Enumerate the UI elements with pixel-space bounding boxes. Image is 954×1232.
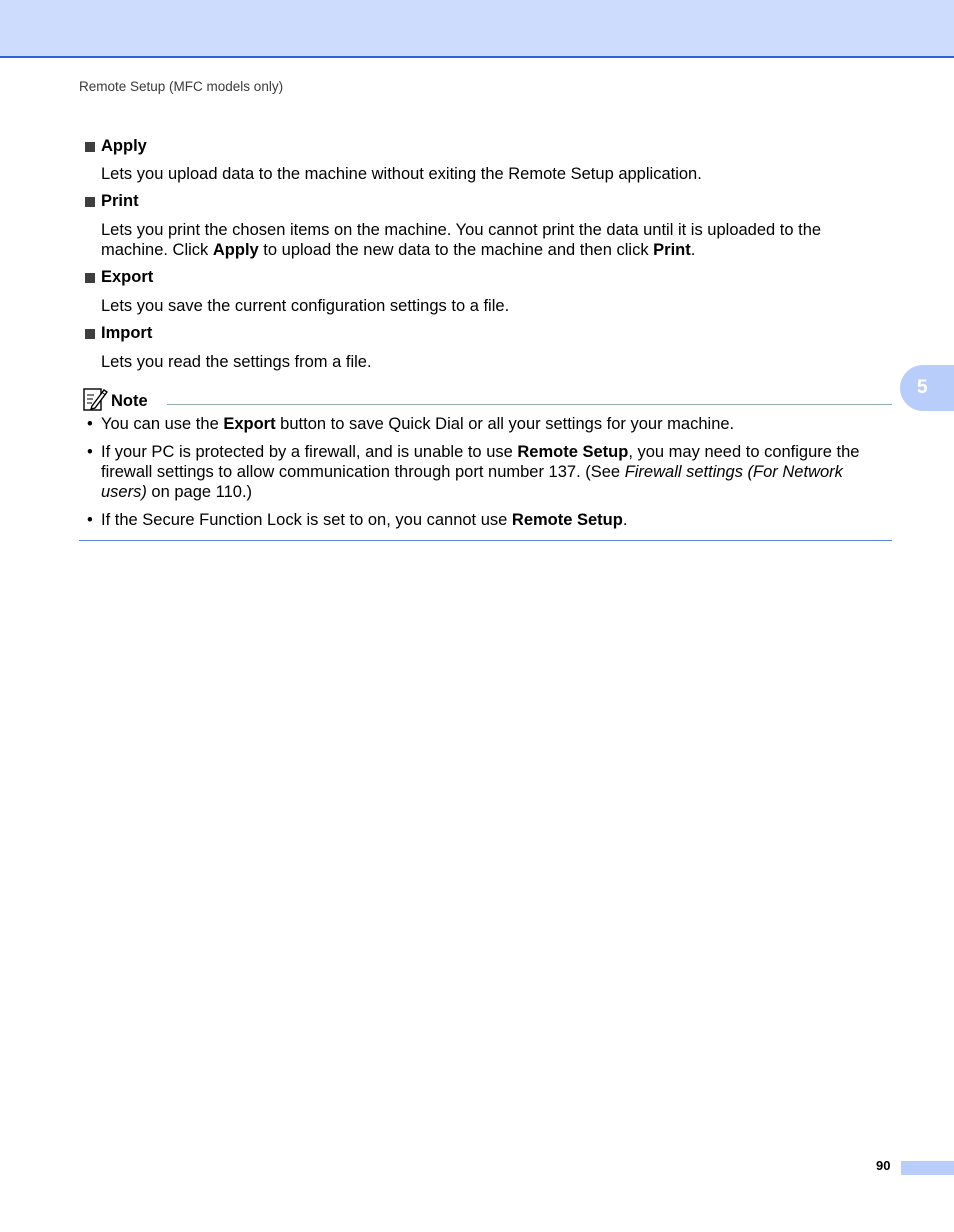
page-number: 90 <box>876 1158 891 1173</box>
bullet-dot: • <box>87 443 93 461</box>
square-bullet-icon <box>85 329 95 339</box>
bullet-dot: • <box>87 511 93 529</box>
item-description: Lets you print the chosen items on the machine. You cannot print the data until it is uploaded to the machine. Click Apply to upload the new data to the machine and then click Print. <box>101 221 822 259</box>
note-label: Note <box>111 392 148 410</box>
item-title: Export <box>101 268 154 286</box>
item-import <box>85 324 885 343</box>
note-bullet: If the Secure Function Lock is set to on, you cannot use Remote Setup. <box>101 511 628 529</box>
item-description: Lets you save the current configuration settings to a file. <box>101 297 510 315</box>
bullet-dot: • <box>87 415 93 433</box>
note-heading <box>82 386 148 412</box>
item-print <box>85 192 885 211</box>
item-description: Lets you read the settings from a file. <box>101 353 372 371</box>
item-title: Print <box>101 192 139 210</box>
note-pencil-icon <box>82 386 108 412</box>
chapter-tab[interactable] <box>900 365 954 411</box>
cross-reference-link[interactable]: Firewall settings (For Network users) <box>101 463 843 501</box>
item-title: Import <box>101 324 153 342</box>
square-bullet-icon <box>85 273 95 283</box>
running-header: Remote Setup (MFC models only) <box>79 79 284 94</box>
item-apply <box>85 137 885 156</box>
square-bullet-icon <box>85 142 95 152</box>
item-title: Apply <box>101 137 147 155</box>
header-band <box>0 0 954 58</box>
chapter-number: 5 <box>917 377 928 398</box>
note-bullet: If your PC is protected by a firewall, and is unable to use Remote Setup, you may need to configure the firewall settings to allow communication through port number 137. (See Firewall settings (For Network users) on page 110.) <box>101 443 860 501</box>
square-bullet-icon <box>85 197 95 207</box>
item-export <box>85 268 885 287</box>
page-number-bar <box>901 1161 954 1175</box>
item-description: Lets you upload data to the machine without exiting the Remote Setup application. <box>101 165 702 183</box>
note-bottom-rule <box>79 540 892 541</box>
note-bullet: You can use the Export button to save Quick Dial or all your settings for your machine. <box>101 415 735 433</box>
note-top-rule <box>167 404 892 405</box>
